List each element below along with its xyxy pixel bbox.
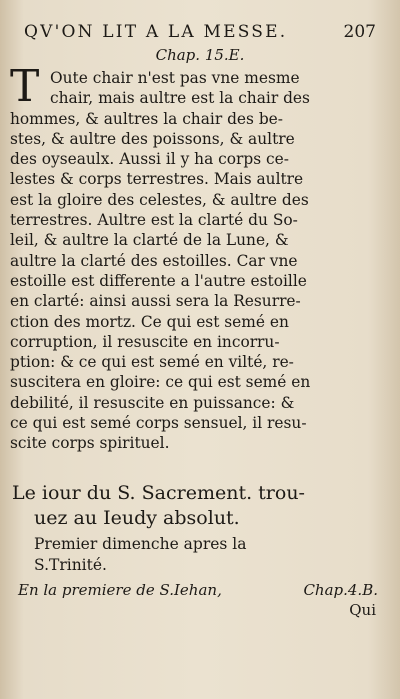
body-line: estoille est differente a l'autre estoille xyxy=(10,271,307,290)
scripture-reference xyxy=(18,581,378,599)
body-line: est la gloire des celestes, & aultre des xyxy=(10,190,309,209)
body-line: lestes & corps terrestres. Mais aultre xyxy=(10,170,304,189)
body-line: ption: & ce qui est semé en vilté, re- xyxy=(10,353,294,372)
chapter-heading: Chap. 15.E. xyxy=(155,46,245,64)
section-title xyxy=(12,481,382,531)
body-line: des oyseaulx. Aussi il y ha corps ce- xyxy=(10,150,289,169)
drop-capital: T xyxy=(10,61,40,112)
body-line: scite corps spirituel. xyxy=(10,434,170,453)
body-text xyxy=(10,61,380,454)
liturgical-day xyxy=(34,534,374,576)
body-line: stes, & aultre des poissons, & aultre xyxy=(10,129,295,148)
running-title: QV'ON LIT A LA MESSE. xyxy=(24,22,288,42)
body-line: corruption, il resuscite en incorru- xyxy=(10,332,280,351)
body-line: leil, & aultre la clarté de la Lune, & xyxy=(10,231,289,250)
body-line: terrestres. Aultre est la clarté du So- xyxy=(10,211,298,230)
section-title-line: Le iour du S. Sacrement. trou- xyxy=(12,482,305,504)
body-line: ce qui est semé corps sensuel, il resu- xyxy=(10,414,307,433)
reference-chapter: Chap.4.B. xyxy=(303,581,378,599)
catchword: Qui xyxy=(349,601,376,619)
body-line: ction des mortz. Ce qui est semé en xyxy=(10,312,289,331)
body-line: aultre la clarté des estoilles. Car vne xyxy=(10,251,298,270)
liturgical-day-line: Premier dimenche apres la xyxy=(34,535,247,553)
body-line: hommes, & aultres la chair des be- xyxy=(10,109,283,128)
running-head xyxy=(24,22,376,42)
body-line: en clarté: ainsi aussi sera la Resurre- xyxy=(10,292,301,311)
body-line: debilité, il resuscite en puissance: & xyxy=(10,393,295,412)
liturgical-day-line: S.Trinité. xyxy=(34,556,107,574)
body-line: suscitera en gloire: ce qui est semé en xyxy=(10,373,311,392)
section-title-line: uez au Ieudy absolut. xyxy=(34,507,240,529)
body-line: chair, mais aultre est la chair des xyxy=(50,89,310,108)
page-number: 207 xyxy=(343,22,376,42)
reference-source: En la premiere de S.Iehan, xyxy=(18,581,222,599)
body-line: Oute chair n'est pas vne mesme xyxy=(50,69,300,87)
